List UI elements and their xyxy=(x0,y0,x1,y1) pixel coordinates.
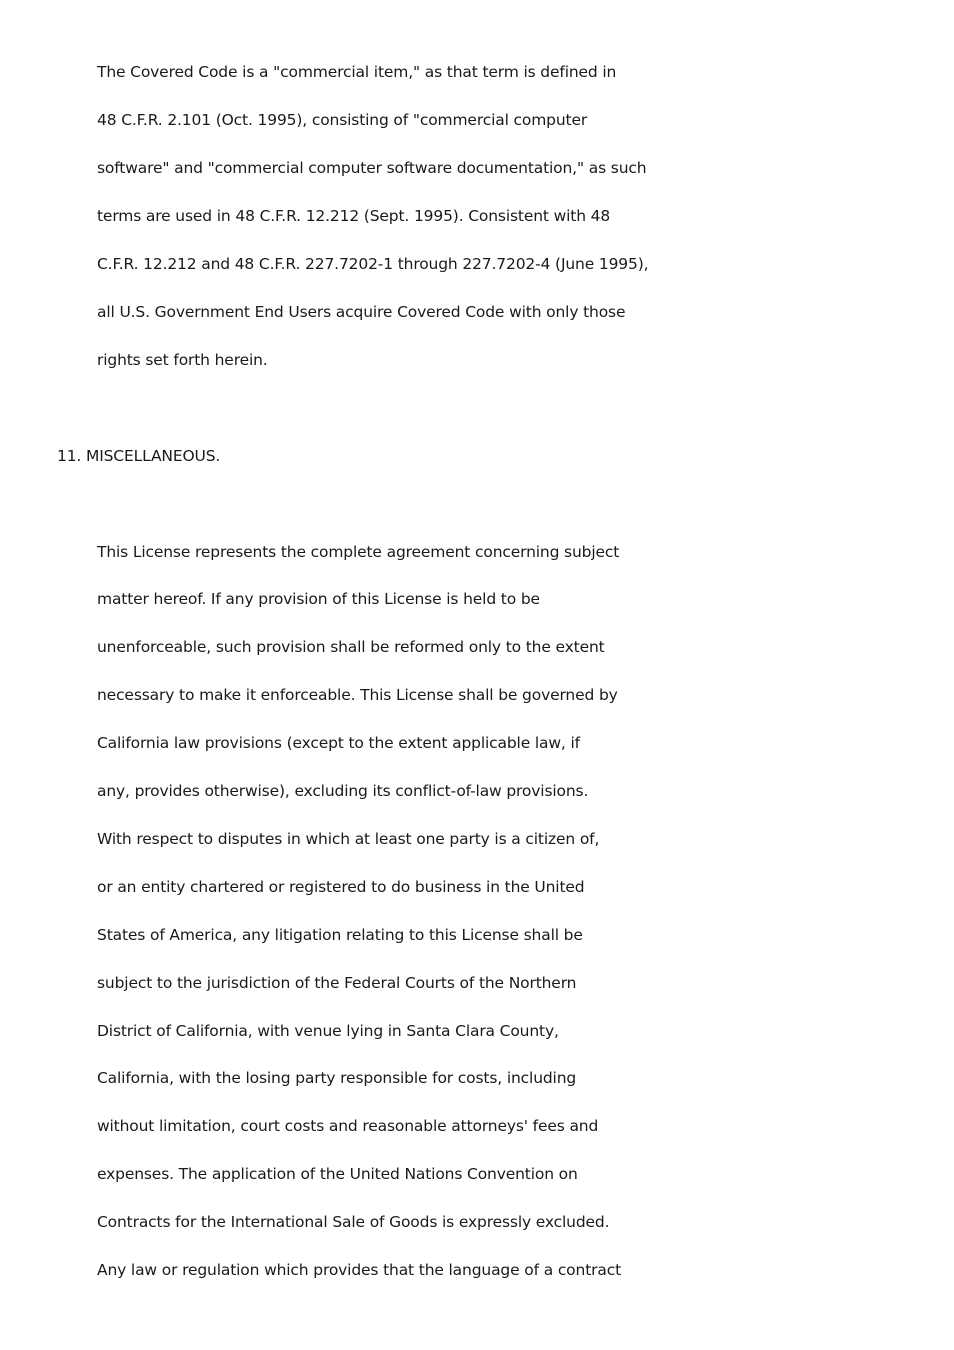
paragraph-line: States of America, any litigation relating to this License shall be xyxy=(97,926,583,944)
paragraph-line: without limitation, court costs and reasonable attorneys' fees and xyxy=(97,1117,599,1135)
paragraph-line: Contracts for the International Sale of Goods is expressly excluded. xyxy=(97,1213,610,1231)
paragraph-line: necessary to make it enforceable. This License shall be governed by xyxy=(97,686,618,704)
paragraph-line: 48 C.F.R. 2.101 (Oct. 1995), consisting of "commercial computer xyxy=(97,111,588,129)
paragraph-line: Any law or regulation which provides that the language of a contract xyxy=(97,1261,621,1279)
paragraph-line: rights set forth herein. xyxy=(97,351,268,369)
paragraph-line: unenforceable, such provision shall be reformed only to the extent xyxy=(97,638,605,656)
paragraph-line: matter hereof. If any provision of this License is held to be xyxy=(97,590,540,608)
paragraph-line: District of California, with venue lying in Santa Clara County, xyxy=(97,1022,559,1040)
paragraph-line: This License represents the complete agreement concerning subject xyxy=(97,543,620,561)
paragraph-line: C.F.R. 12.212 and 48 C.F.R. 227.7202-1 through 227.7202-4 (June 1995), xyxy=(97,255,649,273)
paragraph-line: or an entity chartered or registered to do business in the United xyxy=(97,878,585,896)
paragraph-line: terms are used in 48 C.F.R. 12.212 (Sept. 1995). Consistent with 48 xyxy=(97,207,611,225)
paragraph-line: With respect to disputes in which at least one party is a citizen of, xyxy=(97,830,600,848)
paragraph-line: all U.S. Government End Users acquire Covered Code with only those xyxy=(97,303,626,321)
paragraph-line: California, with the losing party responsible for costs, including xyxy=(97,1069,577,1087)
paragraph-line: any, provides otherwise), excluding its conflict-of-law provisions. xyxy=(97,782,589,800)
paragraph-line: software" and "commercial computer software documentation," as such xyxy=(97,159,647,177)
section-heading: 11. MISCELLANEOUS. xyxy=(57,447,221,465)
paragraph-line: expenses. The application of the United Nations Convention on xyxy=(97,1165,578,1183)
paragraph-line: The Covered Code is a "commercial item," as that term is defined in xyxy=(97,63,617,81)
paragraph-line: California law provisions (except to the extent applicable law, if xyxy=(97,734,580,752)
paragraph-line: subject to the jurisdiction of the Federal Courts of the Northern xyxy=(97,974,577,992)
